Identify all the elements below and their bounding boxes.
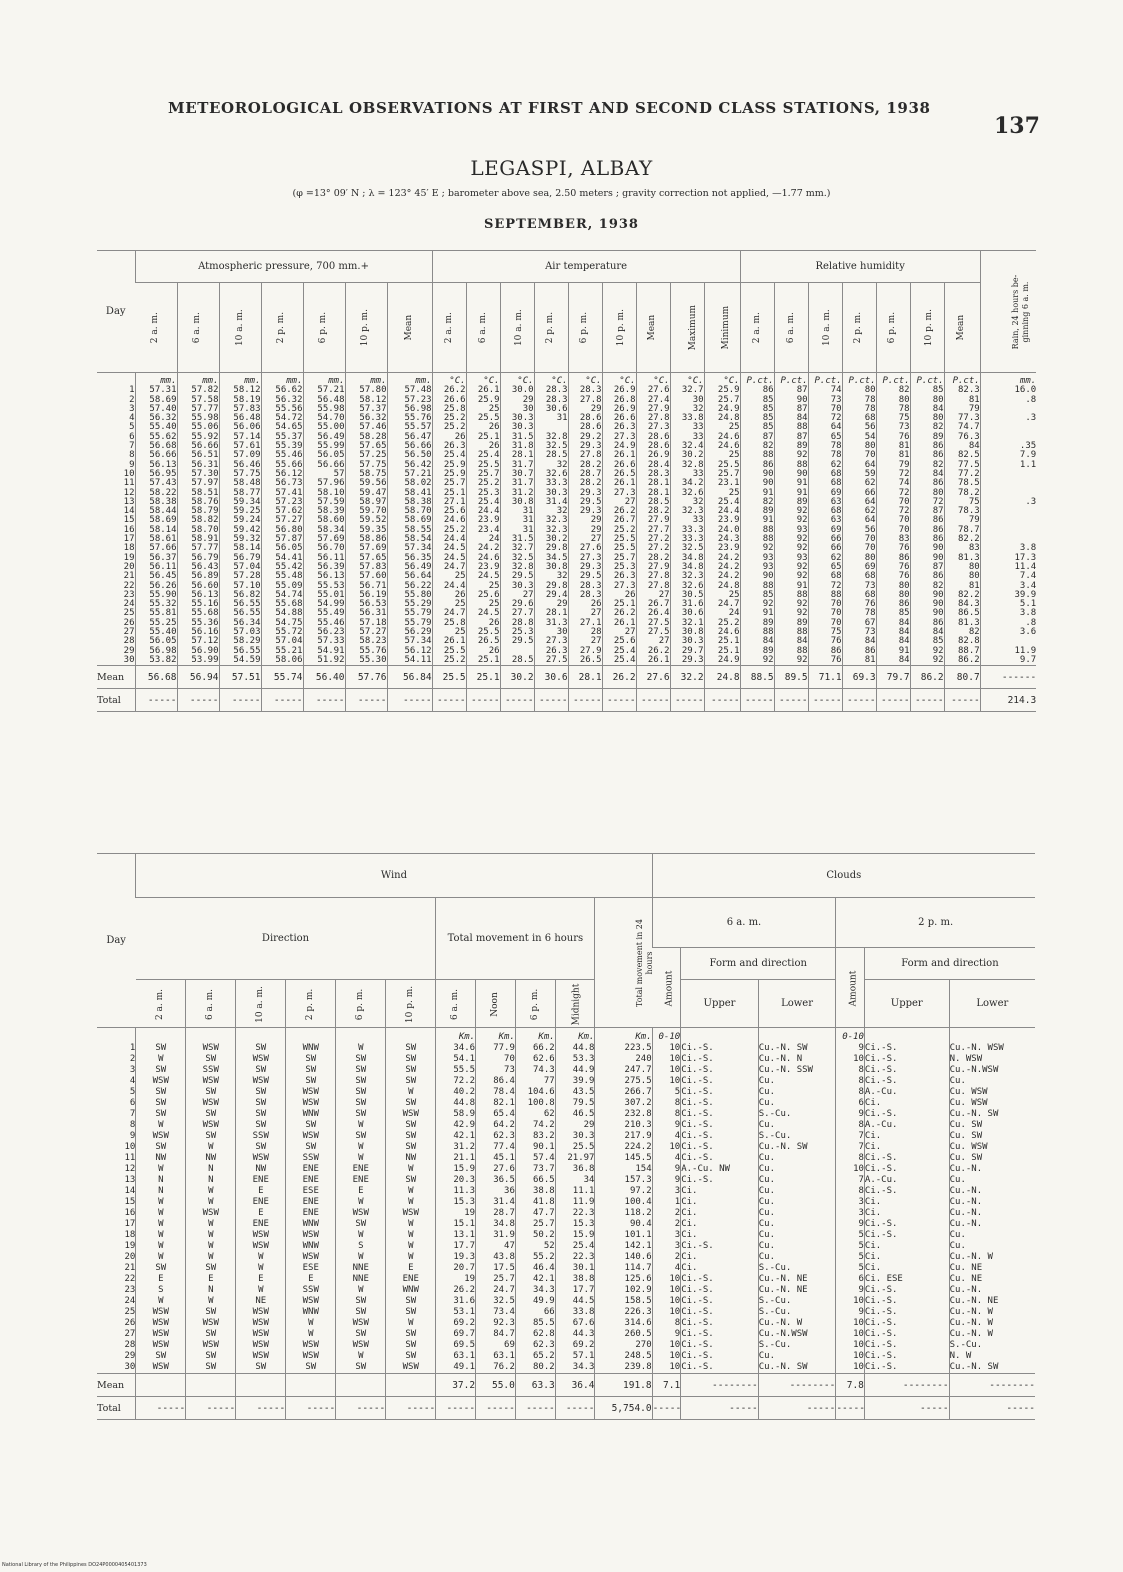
- temperature-column: °C. 28.3 27.8 29 28.6 28.6 29.2 29.3 27.8 28.2 28.7 28.2 29.3 29.5 29.3 29 29 27 27.6 27.3 29.3 29.5 28.3 28.3 26 27 27.1 28 27 27.9 26.5: [568, 373, 602, 666]
- cloud-empty: --------: [864, 1374, 949, 1397]
- pressure-mean: 56.68: [135, 666, 177, 689]
- pressure-col-header: 2 a. m.: [135, 283, 177, 373]
- temperature-column: °C. 28.3 28.3 30.6 31 32.8 32.5 28.5 32 32.6 33.3 30.3 31.4 32 32.3 32.3 30.2 29.8 34.5 30.8 32 29.8 29.4 29 28.1 31.3 30 27.3 26.3 27.5: [534, 373, 568, 666]
- temperature-col-header: 10 p. m.: [602, 283, 636, 373]
- temperature-col-header: Minimum: [704, 283, 740, 373]
- temperature-mean: 24.8: [704, 666, 740, 689]
- temperature-col-header: Mean: [636, 283, 670, 373]
- cloud-upper-2pm: Ci.-S. Ci.-S. Ci.-S. Ci.-S. A.-Cu. Ci. Ci.-S. A.-Cu. Ci. Ci. Ci.-S. Ci.-S. A.-Cu. Ci.-S. Ci. Ci. Ci.-S. Ci.-S. Ci. Ci. Ci. Ci. ESE Ci.-S. Ci.-S. Ci.-S. Ci.-S. Ci.-S. Ci.-S. Ci.-S. Ci.-S.: [864, 1028, 949, 1374]
- total-empty: -----: [864, 1397, 949, 1420]
- month-heading: SEPTEMBER, 1938: [484, 217, 639, 232]
- upper-2pm-header: Upper: [864, 980, 949, 1028]
- temperature-col-header: Maximum: [670, 283, 704, 373]
- pressure-col-header: 6 a. m.: [177, 283, 219, 373]
- lower-2pm-header: Lower: [949, 980, 1035, 1028]
- pressure-col-header: 10 p. m.: [345, 283, 387, 373]
- temperature-mean: 32.2: [670, 666, 704, 689]
- total-empty: -----: [387, 689, 432, 712]
- total-empty: -----: [602, 689, 636, 712]
- humidity-col-header: 6 a. m.: [774, 283, 808, 373]
- footer-credit: National Library of the Philippines DO24P0000405401373: [2, 1562, 147, 1568]
- total-empty: -----: [876, 689, 910, 712]
- pressure-mean: 57.76: [345, 666, 387, 689]
- direction-column: W SW SW SW SW SW SW W SW W W ENE ENE E W WSW SW W S W NNE NNE W SW SW WSW SW WSW W SW: [336, 1028, 386, 1374]
- temperature-column: °C. 26.2 26.6 25.8 25.2 25.2 26 26.3 25.4 25.9 25.9 25.7 25.1 27.1 25.6 24.6 25.2 24.4 24.5 24.5 24.7 25 24.4 26 25 24.7 25.8 25 26.1 25.5 25.2: [432, 373, 466, 666]
- pressure-column: mm. 57.80 58.12 57.37 56.32 57.46 58.28 57.65 57.25 57.75 58.75 59.56 59.47 58.97 59.70 59.52 59.35 58.86 57.69 57.65 57.83 57.60 56.71 56.19 56.53 56.31 57.18 57.27 58.23 55.76 55.30: [345, 373, 387, 666]
- rain-mean: ------: [980, 666, 1036, 689]
- upper-6am-header: Upper: [681, 980, 759, 1028]
- direction-column: WSW SW SSW WSW SW WSW SW WSW SW W NW N N W W WSW W W W W SW E N W SW WSW SW WSW SW SW: [186, 1028, 236, 1374]
- total-empty: -----: [949, 1397, 1035, 1420]
- cloud-mean-2pm: 7.8: [836, 1374, 865, 1397]
- day-header-2: Day: [97, 854, 136, 1028]
- mean-label: Mean: [97, 1374, 136, 1397]
- total-empty: -----: [636, 689, 670, 712]
- pressure-group-header: Atmospheric pressure, 700 mm.+: [135, 251, 432, 283]
- total-empty: -----: [534, 689, 568, 712]
- total-empty: -----: [219, 689, 261, 712]
- humidity-col-header: 10 a. m.: [808, 283, 842, 373]
- movement-mean: 191.8: [595, 1374, 652, 1397]
- wind-group-header: Wind: [136, 854, 652, 898]
- total-empty: -----: [177, 689, 219, 712]
- total-empty: -----: [568, 689, 602, 712]
- total-empty: -----: [500, 689, 534, 712]
- page-title: METEOROLOGICAL OBSERVATIONS AT FIRST AND SECOND CLASS STATIONS, 1938: [168, 99, 931, 117]
- temperature-column: °C. 25.9 25.7 24.9 24.8 25 24.6 24.6 25 25.5 25.7 23.1 25 25.4 24.4 23.9 24.0 24.3 23.9 24.2 24.2 24.2 24.8 25 24.7 24 25.2 24.6 25.1 25.1 24.9: [704, 373, 740, 666]
- movement-mean: 55.0: [476, 1374, 516, 1397]
- movement-column: Km. 66.2 62.6 74.3 77 104.6 100.8 62 74.2 83.2 90.1 57.4 73.7 66.5 38.8 41.8 47.7 25.7 50.2 52 55.2 46.4 42.1 34.3 49.9 66 85.5 62.8 62.3 65.2 80.2: [515, 1028, 555, 1374]
- humidity-mean: 89.5: [774, 666, 808, 689]
- humidity-column: P.ct. 74 73 70 72 64 65 78 78 62 68 68 69 63 68 63 69 66 66 62 65 68 72 88 70 70 70 75 76 86 76: [808, 373, 842, 666]
- humidity-col-header: 6 p. m.: [876, 283, 910, 373]
- humidity-mean: 86.2: [910, 666, 944, 689]
- direction-header: Direction: [136, 898, 436, 980]
- total-empty: -----: [136, 1397, 186, 1420]
- pressure-mean: 55.74: [261, 666, 303, 689]
- total-empty: -----: [758, 1397, 836, 1420]
- temperature-column: °C. 26.1 25.9 25 25.5 26 25.1 26 25.4 25.5 25.7 25.2 25.3 25.4 24.4 23.9 23.4 24 24.2 24.6 23.9 24.5 25 25.6 25 24.5 26 25.5 26.5 26 25.1: [466, 373, 500, 666]
- humidity-column: P.ct. 82.3 81 79 77.3 74.7 76.3 84 82.5 77.5 77.2 78.5 78.2 75 78.3 79 78.7 82.2 83 81.3 80 80 81 82.2 84.3 86.5 81.3 82 82.8 88.7 86.2: [944, 373, 980, 666]
- total-empty: -----: [944, 689, 980, 712]
- movement-total: 5,754.0: [595, 1397, 652, 1420]
- clouds-6am-header: 6 a. m.: [652, 898, 836, 948]
- direction-mean: [236, 1374, 286, 1397]
- humidity-mean: 88.5: [740, 666, 774, 689]
- direction-column: SW SW SW SW W SW WSW SW SW SW NW W SW W W WSW W W W W E ENE WNW SW SW W SW SW SW WSW: [386, 1028, 436, 1374]
- humidity-mean: 80.7: [944, 666, 980, 689]
- amount-2pm-header: Amount: [836, 948, 865, 1028]
- pressure-column: mm. 57.21 56.48 55.98 54.70 55.00 56.49 55.99 56.05 56.66 57 57.96 58.10 57.59 58.39 58.60 58.34 57.69 56.70 56.11 56.39 56.13 55.53 55.01 54.99 55.49 55.46 56.23 57.33 54.91 51.92: [303, 373, 345, 666]
- total-empty: -----: [910, 689, 944, 712]
- total-empty: -----: [261, 689, 303, 712]
- cloud-mean-6am: 7.1: [652, 1374, 681, 1397]
- humidity-col-header: 2 a. m.: [740, 283, 774, 373]
- total-empty: -----: [466, 689, 500, 712]
- direction-column: SW W SW WSW SW SW SW W WSW SW NW W N N W W W W W W SW E S W WSW WSW WSW WSW SW WSW: [136, 1028, 186, 1374]
- total-empty: -----: [432, 689, 466, 712]
- direction-mean: [136, 1374, 186, 1397]
- rain-total: 214.3: [980, 689, 1036, 712]
- temperature-col-header: 6 a. m.: [466, 283, 500, 373]
- rain-header: Rain, 24 hours be- ginning 6 a. m.: [980, 251, 1036, 373]
- cloud-amount-2pm: 0-10 9 10 8 8 8 6 9 8 7 7 8 10 7 8 3 3 9 5 5 5 5 6 9 10 9 10 10 10 10 10: [836, 1028, 865, 1374]
- cloud-lower-6am: Cu.-N. SW Cu.-N. N Cu.-N. SSW Cu. Cu. Cu. S.-Cu. Cu. S.-Cu. Cu.-N. SW Cu. Cu. Cu. Cu. Cu. Cu. Cu. Cu. Cu. Cu. S.-Cu. Cu.-N. NE Cu.-N. NE S.-Cu. S.-Cu. Cu.-N. W Cu.-N.WSW S.-Cu. Cu. Cu.-N. SW: [758, 1028, 836, 1374]
- humidity-column: P.ct. 86 85 85 85 85 87 82 88 86 90 90 91 82 89 91 88 88 92 93 93 90 88 85 92 91 89 88 84 89 92: [740, 373, 774, 666]
- temperature-col-header: 2 a. m.: [432, 283, 466, 373]
- direction-mean: [386, 1374, 436, 1397]
- station-coordinates: (φ =13° 09′ N ; λ = 123° 45′ E ; barometer above sea, 2.50 meters ; gravity correction not applied, —1.77 mm.): [292, 188, 831, 199]
- pressure-col-header: 6 p. m.: [303, 283, 345, 373]
- pressure-col-header: Mean: [387, 283, 432, 373]
- movement-col-header: Noon: [476, 980, 516, 1028]
- pressure-mean: 56.94: [177, 666, 219, 689]
- humidity-group-header: Relative humidity: [740, 251, 980, 283]
- temperature-mean: 25.1: [466, 666, 500, 689]
- temperature-column: °C. 30.0 29 30 30.3 30.3 31.5 31.8 28.1 31.7 30.7 31.7 31.2 30.8 31 31 31 31.5 32.7 32.5 32.8 29.5 30.3 27 29.6 27.7 28.8 25.3 29.5 28.5: [500, 373, 534, 666]
- pressure-column: mm. 57.31 58.69 57.40 56.32 55.40 55.62 56.68 56.66 56.13 56.95 57.43 58.22 58.38 58.44 58.69 58.14 58.61 57.66 56.37 56.11 56.45 56.26 55.90 55.32 55.81 55.25 55.40 56.05 56.98 53.82: [135, 373, 177, 666]
- mean-label: Mean: [97, 666, 135, 689]
- total-label: Total: [97, 689, 135, 712]
- total-empty: -----: [345, 689, 387, 712]
- total-empty: -----: [842, 689, 876, 712]
- pressure-mean: 56.84: [387, 666, 432, 689]
- pressure-temperature-humidity-table: [97, 250, 1036, 712]
- total-movement-header: Total movement in 24 hours: [595, 898, 652, 1028]
- total-empty: -----: [386, 1397, 436, 1420]
- total-empty: -----: [740, 689, 774, 712]
- temperature-mean: 30.2: [500, 666, 534, 689]
- total-empty: -----: [774, 689, 808, 712]
- total-empty: -----: [670, 689, 704, 712]
- movement-mean: 63.3: [515, 1374, 555, 1397]
- movement-mean: 36.4: [555, 1374, 595, 1397]
- total-empty: -----: [236, 1397, 286, 1420]
- cloud-empty: --------: [758, 1374, 836, 1397]
- temperature-col-header: 6 p. m.: [568, 283, 602, 373]
- clouds-group-header: Clouds: [652, 854, 1035, 898]
- cloud-empty: --------: [681, 1374, 759, 1397]
- total-empty: -----: [704, 689, 740, 712]
- cloud-upper-6am: Ci.-S. Ci.-S. Ci.-S. Ci.-S. Ci.-S. Ci.-S. Ci.-S. Ci.-S. Ci.-S. Ci.-S. Ci.-S. A.-Cu. NW Ci.-S. Ci. Ci. Ci. Ci. Ci. Ci.-S. Ci. Ci. Ci.-S. Ci.-S. Ci.-S. Ci.-S. Ci.-S. Ci.-S. Ci.-S. Ci.-S. Ci.-S.: [681, 1028, 759, 1374]
- day-column: 1 2 3 4 5 6 7 8 9 10 11 12 13 14 15 16 17 18 19 20 21 22 23 24 25 26 27 28 29 30: [124, 1043, 136, 1372]
- movement-col-header: 6 p. m.: [515, 980, 555, 1028]
- total-empty: -----: [681, 1397, 759, 1420]
- cloud-lower-2pm: Cu.-N. WSW N. WSW Cu.-N.WSW Cu. Cu. WSW Cu. WSW Cu.-N. SW Cu. SW Cu. SW Cu. WSW Cu. SW Cu.-N. Cu. Cu.-N. Cu.-N. Cu.-N. Cu.-N. Cu. Cu. Cu.-N. W Cu. NE Cu. NE Cu.-N. Cu.-N. NE Cu.-N. W Cu.-N. W Cu.-N. W S.-Cu. N. W Cu.-N. SW: [949, 1028, 1035, 1374]
- total-empty: -----: [555, 1397, 595, 1420]
- humidity-col-header: Mean: [944, 283, 980, 373]
- direction-col-header: 6 p. m.: [336, 980, 386, 1028]
- total-empty: -----: [286, 1397, 336, 1420]
- direction-column: SW WSW SW WSW SW SW SW SW SSW SW WSW NW ENE E ENE E ENE WSW WSW W W E W NE WSW WSW WSW WSW WSW SW: [236, 1028, 286, 1374]
- movement-col-header: 6 a. m.: [436, 980, 476, 1028]
- amount-6am-header: Amount: [652, 948, 681, 1028]
- pressure-column: mm. 56.62 56.32 55.56 54.72 54.65 55.37 55.39 55.46 55.66 56.12 56.73 57.41 57.23 57.62 57.27 56.80 57.87 56.05 54.41 55.42 55.48 55.09 54.74 55.68 54.88 54.75 55.72 57.04 55.21 58.06: [261, 373, 303, 666]
- direction-col-header: 10 a. m.: [236, 980, 286, 1028]
- day-column: 1 2 3 4 5 6 7 8 9 10 11 12 13 14 15 16 17 18 19 20 21 22 23 24 25 26 27 28 29 30: [123, 385, 135, 665]
- direction-mean: [186, 1374, 236, 1397]
- temperature-mean: 30.6: [534, 666, 568, 689]
- humidity-column: P.ct. 82 80 78 75 73 76 81 81 79 72 74 72 70 72 70 70 83 76 86 76 76 80 80 86 85 84 84 84 91 84: [876, 373, 910, 666]
- form-2pm-header: Form and direction: [864, 948, 1035, 980]
- direction-col-header: 2 a. m.: [136, 980, 186, 1028]
- total-empty: -----: [135, 689, 177, 712]
- movement-column: Km. 44.8 53.3 44.9 39.9 43.5 79.5 46.5 29 30.3 25.5 21.97 36.8 34 11.1 11.9 22.3 15.3 15.9 25.4 22.3 30.1 38.8 17.7 44.5 33.8 67.6 44.3 69.2 57.1 34.3: [555, 1028, 595, 1374]
- rain-column: mm. 16.0 .8 .3 .35 7.9 1.1 .3 3.8 17.3 11.4 7.4 3.4 39.9 5.1 3.8 .8 3.6 11.9 9.7: [980, 373, 1036, 666]
- pressure-mean: 57.51: [219, 666, 261, 689]
- clouds-2pm-header: 2 p. m.: [836, 898, 1035, 948]
- direction-column: WNW SW SW SW WSW WSW WNW SW WSW SW SSW ENE ENE ESE ENE ENE WNW WSW WNW WSW ESE E SSW WSW WNW W W WSW WSW SW: [286, 1028, 336, 1374]
- humidity-mean: 79.7: [876, 666, 910, 689]
- temperature-column: °C. 26.9 26.8 26.9 26.6 26.3 27.3 24.9 26.1 26.6 26.5 26.1 27.3 27 26.2 26.7 25.2 25.5 25.5 25.7 25.3 26.3 27.3 26 25.1 26.2 26.1 27 25.6 25.4 25.4: [602, 373, 636, 666]
- temperature-mean: 28.1: [568, 666, 602, 689]
- temperature-col-header: 10 a. m.: [500, 283, 534, 373]
- pressure-column: mm. 57.48 57.23 56.98 55.76 55.57 56.47 56.66 56.50 56.42 57.21 58.02 58.41 58.38 58.70 58.69 58.55 58.54 57.34 56.35 56.49 56.64 56.22 55.80 55.29 55.79 55.79 56.29 57.34 56.12 54.11: [387, 373, 432, 666]
- total-empty: -----: [652, 1397, 681, 1420]
- total-empty: -----: [303, 689, 345, 712]
- humidity-col-header: 2 p. m.: [842, 283, 876, 373]
- temperature-mean: 26.2: [602, 666, 636, 689]
- humidity-mean: 69.3: [842, 666, 876, 689]
- total-empty: -----: [808, 689, 842, 712]
- movement-column: Km. 34.6 54.1 55.5 72.2 40.2 44.8 58.9 42.9 42.1 31.2 21.1 15.9 20.3 11.3 15.3 19 15.1 13.1 17.7 19.3 20.7 19 26.2 31.6 53.1 69.2 69.7 69.5 63.1 49.1: [436, 1028, 476, 1374]
- total-empty: -----: [515, 1397, 555, 1420]
- day-header: Day: [97, 251, 135, 373]
- total-empty: -----: [436, 1397, 476, 1420]
- pressure-column: mm. 57.82 57.58 57.77 55.98 55.06 55.92 56.66 56.51 56.31 57.30 57.97 58.51 58.76 58.79 58.82 58.70 58.91 57.77 56.79 56.43 56.89 56.60 56.13 55.16 55.68 55.36 56.16 57.12 56.90 53.99: [177, 373, 219, 666]
- total-empty: -----: [836, 1397, 865, 1420]
- movement-header: Total movement in 6 hours: [436, 898, 595, 980]
- pressure-col-header: 10 a. m.: [219, 283, 261, 373]
- station-name: LEGASPI, ALBAY: [470, 156, 653, 180]
- cloud-amount-6am: 0-10 10 10 10 10 5 8 8 9 4 10 4 9 9 3 1 2 2 3 3 2 4 10 10 10 10 8 9 10 10 10: [652, 1028, 681, 1374]
- direction-col-header: 10 p. m.: [386, 980, 436, 1028]
- total-empty: -----: [336, 1397, 386, 1420]
- lower-6am-header: Lower: [758, 980, 836, 1028]
- direction-col-header: 6 a. m.: [186, 980, 236, 1028]
- humidity-mean: 71.1: [808, 666, 842, 689]
- humidity-column: P.ct. 80 78 78 68 56 54 80 70 64 59 62 66 64 62 64 56 70 70 80 69 68 73 68 76 78 67 73 84 86 81: [842, 373, 876, 666]
- direction-col-header: 2 p. m.: [286, 980, 336, 1028]
- humidity-column: P.ct. 87 90 87 84 88 87 89 92 88 90 91 91 89 92 92 93 92 92 93 92 92 91 88 92 92 89 88 84 88 92: [774, 373, 808, 666]
- pressure-column: mm. 58.12 58.19 57.83 56.48 56.06 57.14 57.61 57.09 56.46 57.75 58.48 58.77 59.34 59.25 59.24 59.42 59.32 58.14 56.79 57.04 57.28 57.10 56.82 56.55 56.55 56.34 57.03 58.29 56.55 54.59: [219, 373, 261, 666]
- movement-column: Km. 223.5 240 247.7 275.5 266.7 307.2 232.8 210.3 217.9 224.2 145.5 154 157.3 97.2 100.4 118.2 90.4 101.1 142.1 140.6 114.7 125.6 102.9 158.5 226.3 314.6 260.5 270 248.5 239.8: [595, 1028, 652, 1374]
- humidity-column: P.ct. 85 80 84 80 82 89 86 86 82 84 86 80 72 87 86 86 86 90 90 87 86 82 90 90 90 86 84 85 92 92: [910, 373, 944, 666]
- temperature-column: °C. 32.7 30 32 33.8 33 33 32.4 30.2 32.8 33 34.2 32.6 32 32.3 33 33.3 33.3 32.5 34.8 34.8 32.3 32.6 30.5 31.6 30.6 32.1 30.8 30.3 29.7 29.3: [670, 373, 704, 666]
- temperature-mean: 27.6: [636, 666, 670, 689]
- direction-mean: [336, 1374, 386, 1397]
- total-empty: -----: [476, 1397, 516, 1420]
- temperature-mean: 25.5: [432, 666, 466, 689]
- temperature-column: °C. 27.6 27.4 27.9 27.8 27.3 28.6 28.6 26.9 28.4 28.3 28.1 28.1 28.5 28.2 27.9 27.7 27.2 27.2 28.2 27.9 27.8 27.8 27 26.7 26.4 27.5 27.5 27 26.2 26.1: [636, 373, 670, 666]
- wind-clouds-table: [97, 853, 1035, 1420]
- movement-mean: 37.2: [436, 1374, 476, 1397]
- temperature-group-header: Air temperature: [432, 251, 740, 283]
- movement-column: Km. 77.9 70 73 86.4 78.4 82.1 65.4 64.2 62.3 77.4 45.1 27.6 36.5 36 31.4 28.7 34.8 31.9 47 43.8 17.5 25.7 24.7 32.5 73.4 92.3 84.7 69 63.1 76.2: [476, 1028, 516, 1374]
- pressure-col-header: 2 p. m.: [261, 283, 303, 373]
- pressure-mean: 56.40: [303, 666, 345, 689]
- cloud-empty: --------: [949, 1374, 1035, 1397]
- page-number: 137: [994, 113, 1040, 139]
- total-empty: -----: [186, 1397, 236, 1420]
- total-label: Total: [97, 1397, 136, 1420]
- direction-mean: [286, 1374, 336, 1397]
- temperature-col-header: 2 p. m.: [534, 283, 568, 373]
- humidity-col-header: 10 p. m.: [910, 283, 944, 373]
- form-6am-header: Form and direction: [681, 948, 836, 980]
- movement-col-header: Midnight: [555, 980, 595, 1028]
